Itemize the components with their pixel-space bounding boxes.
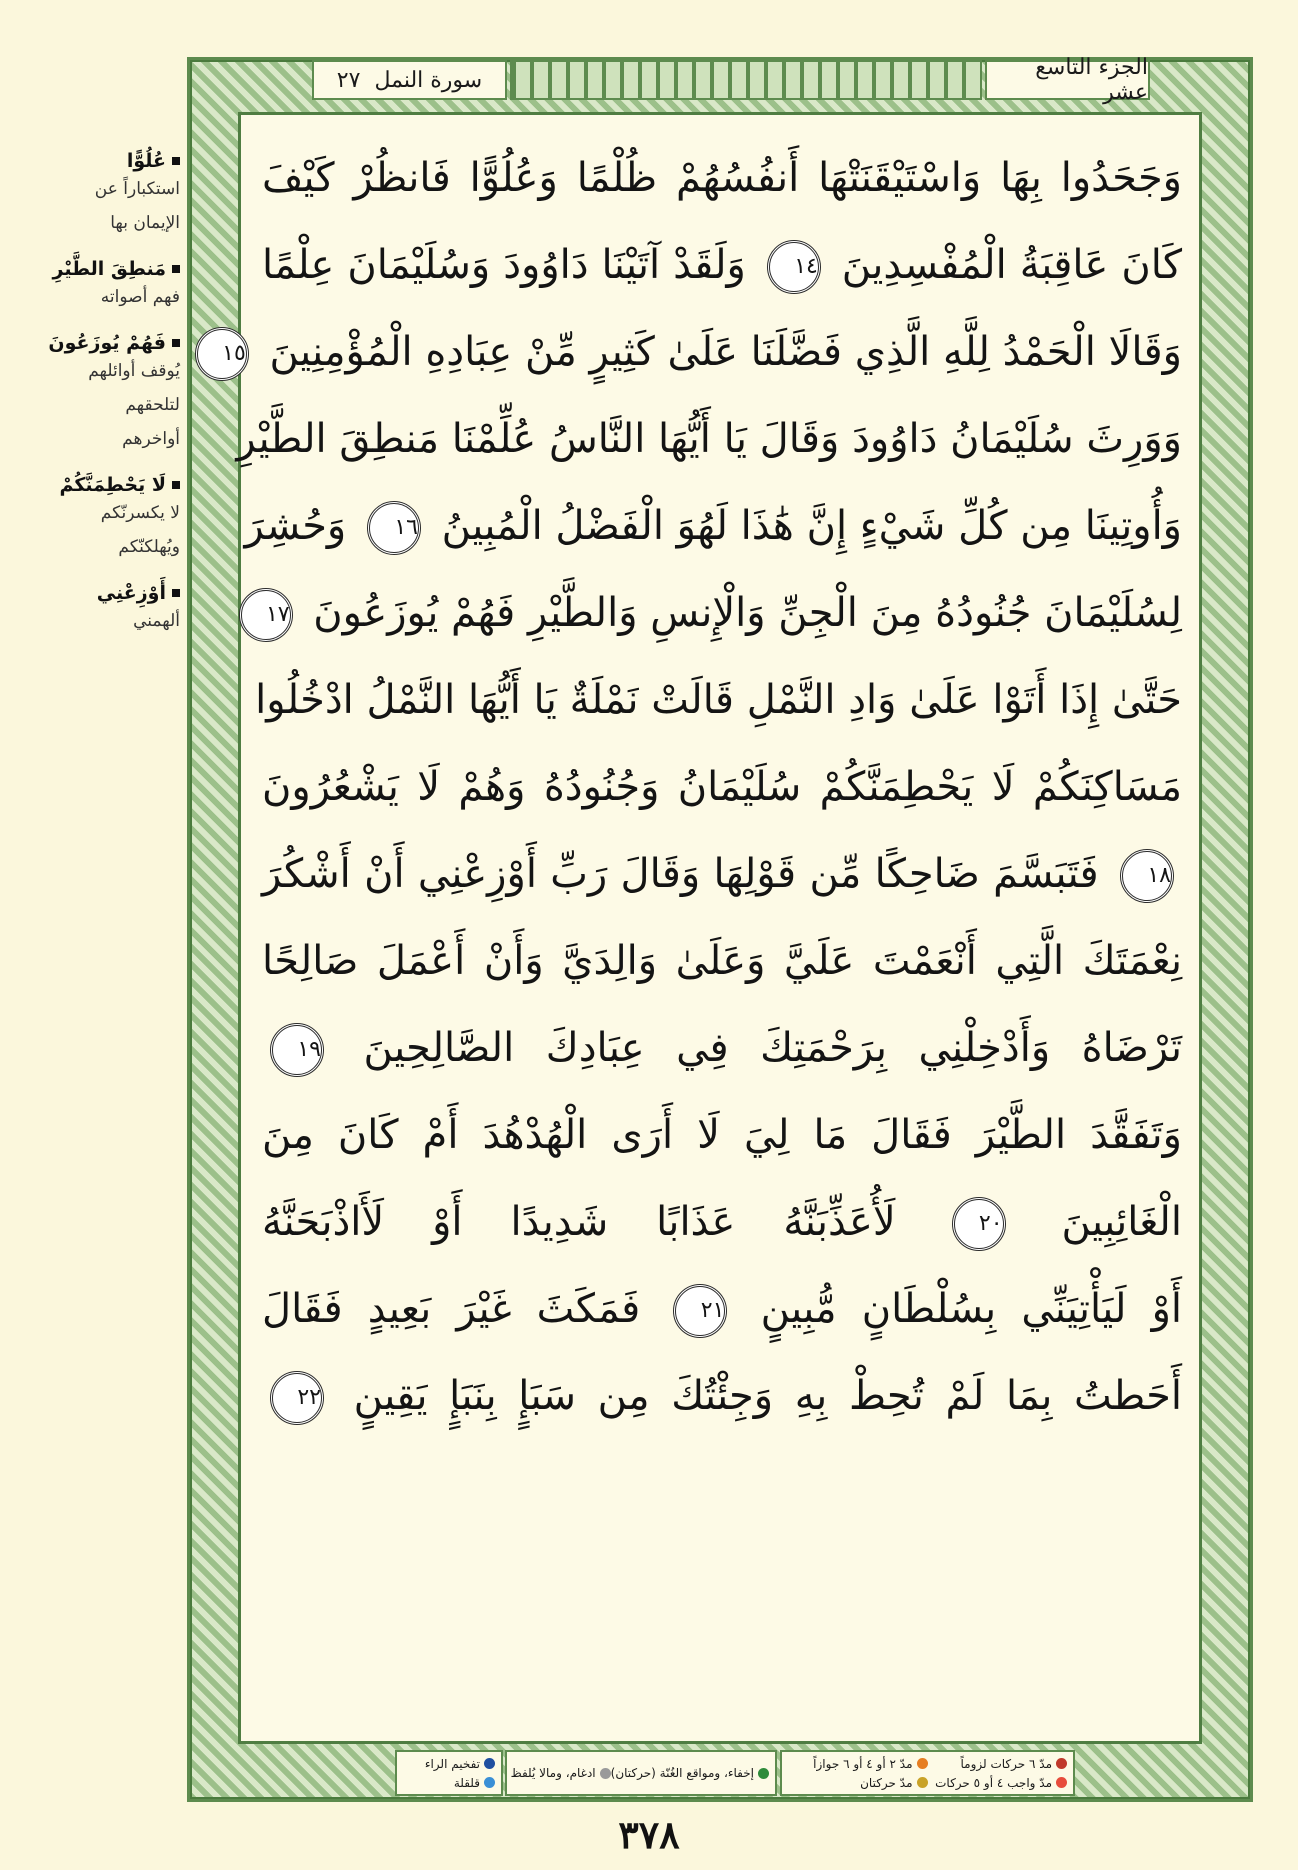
ayah-number-medallion: ١٨ — [1120, 849, 1174, 903]
verse-line — [262, 1005, 1182, 1092]
legend-label: مدّ حركتان — [860, 1775, 913, 1790]
legend-entry — [788, 1757, 928, 1771]
verse-line — [222, 309, 1182, 396]
verse-text: أَوْ لَيَأْتِيَنِّي بِسُلْطَانٍ مُّبِينٍ — [735, 1286, 1182, 1332]
color-dot-icon — [917, 1758, 928, 1769]
ayah-number-medallion: ١٥ — [195, 327, 249, 381]
glossary-item — [30, 150, 180, 240]
square-bullet-icon — [172, 265, 180, 273]
color-dot-icon — [484, 1777, 495, 1788]
square-bullet-icon — [172, 157, 180, 165]
glossary-item — [30, 582, 180, 638]
glossary-meaning: أواخرهم — [122, 429, 180, 449]
juz-name: الجزء التاسع عشر — [1035, 55, 1148, 105]
glossary-word — [30, 474, 180, 496]
verse-text: وَأُوتِينَا مِن كُلِّ شَيْءٍ إِنَّ هَٰذَا لَهُوَ الْفَضْلُ الْمُبِينُ — [428, 503, 1182, 549]
verse-text: تَرْضَاهُ وَأَدْخِلْنِي بِرَحْمَتِكَ فِي عِبَادِكَ الصَّالِحِينَ — [332, 1025, 1182, 1071]
verse-line — [262, 222, 1182, 309]
legend-label: قلقلة — [453, 1775, 480, 1790]
glossary-meaning: يُوقف أوائلهم — [88, 361, 180, 381]
color-dot-icon — [1056, 1758, 1067, 1769]
verse-text: لَأُعَذِّبَنَّهُ عَذَابًا شَدِيدًا أَوْ لَأَاذْبَحَنَّهُ — [262, 1199, 944, 1245]
juz-header — [985, 55, 1150, 105]
verse-text: نِعْمَتَكَ الَّتِي أَنْعَمْتَ عَلَيَّ وَعَلَىٰ وَالِدَيَّ وَأَنْ أَعْمَلَ صَالِحًا — [262, 938, 1182, 984]
verse-line — [255, 657, 1182, 744]
glossary-meaning: استكباراً عن — [94, 179, 180, 199]
ayah-number-medallion: ١٤ — [767, 240, 821, 294]
color-dot-icon — [600, 1768, 611, 1779]
glossary-word — [30, 332, 180, 354]
glossary-word-text: فَهُمْ يُوزَعُونَ — [48, 332, 166, 354]
verse-line — [262, 135, 1182, 222]
glossary-word — [30, 150, 180, 172]
glossary-item — [30, 474, 180, 564]
glossary-item — [30, 332, 180, 456]
ayah-number-medallion: ١٦ — [367, 501, 421, 555]
verse-line — [262, 918, 1182, 1005]
verse-line — [262, 570, 1182, 657]
color-dot-icon — [484, 1758, 495, 1769]
tajweed-legend-tafkheem — [395, 1750, 503, 1796]
tajweed-legend-madd — [780, 1750, 1075, 1796]
verse-text: وَلَقَدْ آتَيْنَا دَاوُودَ وَسُلَيْمَانَ عِلْمًا — [262, 242, 759, 288]
verse-text: لِسُلَيْمَانَ جُنُودُهُ مِنَ الْجِنِّ وَالْإِنسِ وَالطَّيْرِ فَهُمْ يُوزَعُونَ — [300, 590, 1182, 636]
page-number: ٣٧٨ — [618, 1812, 680, 1857]
ayah-number-medallion: ٢٢ — [270, 1371, 324, 1425]
verse-text: مَسَاكِنَكُمْ لَا يَحْطِمَنَّكُمْ سُلَيْمَانُ وَجُنُودُهُ وَهُمْ لَا يَشْعُرُونَ — [262, 764, 1182, 810]
glossary-word-text: مَنطِقَ الطَّيْرِ — [52, 258, 166, 280]
verse-line — [262, 1266, 1182, 1353]
glossary-meaning: الإيمان بها — [110, 213, 180, 233]
verse-line — [262, 744, 1182, 831]
glossary-word — [30, 582, 180, 604]
verse-line — [236, 396, 1182, 483]
tajweed-legend-ghunnah — [505, 1750, 777, 1796]
square-bullet-icon — [172, 339, 180, 347]
legend-entry — [611, 1766, 769, 1780]
color-dot-icon — [917, 1777, 928, 1788]
glossary-meaning: لتلحقهم — [125, 395, 180, 415]
legend-label: إخفاء، ومواقع الغُنّة (حركتان) — [610, 1766, 754, 1780]
header-ornament-band — [510, 60, 982, 100]
legend-label: ادغام، ومالا يُلفظ — [510, 1766, 596, 1780]
verse-line — [262, 1353, 1182, 1440]
glossary-meaning: ألهمني — [133, 611, 180, 631]
verse-text: أَحَطتُ بِمَا لَمْ تُحِطْ بِهِ وَجِئْتُكَ مِن سَبَإٍ بِنَبَإٍ يَقِينٍ — [332, 1373, 1182, 1419]
verse-line — [262, 831, 1182, 918]
verse-text: وَوَرِثَ سُلَيْمَانُ دَاوُودَ وَقَالَ يَا أَيُّهَا النَّاسُ عُلِّمْنَا مَنطِقَ الطَّيْرِ — [236, 416, 1182, 462]
legend-label: مدّ ٦ حركات لزوماً — [960, 1756, 1052, 1771]
glossary-sidebar — [30, 150, 180, 656]
verse-text: وَتَفَقَّدَ الطَّيْرَ فَقَالَ مَا لِيَ لَا أَرَى الْهُدْهُدَ أَمْ كَانَ مِنَ — [262, 1112, 1182, 1158]
verse-text-block — [222, 135, 1182, 1440]
verse-text: كَانَ عَاقِبَةُ الْمُفْسِدِينَ — [828, 242, 1182, 288]
verse-line — [262, 1179, 1182, 1266]
glossary-word — [30, 258, 180, 280]
verse-text: فَمَكَثَ غَيْرَ بَعِيدٍ فَقَالَ — [262, 1286, 666, 1332]
legend-label: مدّ واجب ٤ أو ٥ حركات — [935, 1775, 1052, 1790]
verse-text: فَتَبَسَّمَ ضَاحِكًا مِّن قَوْلِهَا وَقَالَ رَبِّ أَوْزِعْنِي أَنْ أَشْكُرَ — [262, 851, 1112, 897]
glossary-meaning: لا يكسرنّكم — [100, 503, 180, 523]
legend-entry — [928, 1776, 1068, 1790]
legend-entry — [511, 1766, 611, 1780]
surah-header — [312, 60, 507, 100]
legend-entry — [403, 1776, 495, 1790]
verse-text: الْغَائِبِينَ — [1013, 1199, 1182, 1245]
verse-line — [262, 1092, 1182, 1179]
legend-label: تفخيم الراء — [424, 1756, 480, 1771]
legend-entry — [788, 1776, 928, 1790]
verse-text: وَجَحَدُوا بِهَا وَاسْتَيْقَنَتْهَا أَنفُسُهُمْ ظُلْمًا وَعُلُوًّا فَانظُرْ كَيْفَ — [262, 155, 1182, 201]
verse-text: وَحُشِرَ — [244, 503, 359, 549]
glossary-item — [30, 258, 180, 314]
square-bullet-icon — [172, 481, 180, 489]
legend-label: مدّ ٢ أو ٤ أو ٦ جوازاً — [813, 1756, 913, 1771]
legend-entry — [928, 1757, 1068, 1771]
ayah-number-medallion: ١٩ — [270, 1023, 324, 1077]
verse-text: حَتَّىٰ إِذَا أَتَوْا عَلَىٰ وَادِ النَّمْلِ قَالَتْ نَمْلَةٌ يَا أَيُّهَا النَّمْلُ ادْخُلُوا — [255, 677, 1182, 723]
verse-text: وَقَالَا الْحَمْدُ لِلَّهِ الَّذِي فَضَّلَنَا عَلَىٰ كَثِيرٍ مِّنْ عِبَادِهِ الْمُؤْمِنِينَ — [256, 329, 1182, 375]
glossary-word-text: لَا يَحْطِمَنَّكُمْ — [59, 474, 166, 496]
ayah-number-medallion: ٢٠ — [952, 1197, 1006, 1251]
glossary-meaning: ويُهلكنّكم — [118, 537, 180, 557]
color-dot-icon — [758, 1768, 769, 1779]
color-dot-icon — [1056, 1777, 1067, 1788]
glossary-word-text: عُلُوًّا — [126, 150, 166, 172]
legend-entry — [403, 1757, 495, 1771]
verse-line — [244, 483, 1182, 570]
glossary-word-text: أَوْزِعْنِي — [96, 582, 166, 604]
ayah-number-medallion: ٢١ — [673, 1284, 727, 1338]
surah-number: ٢٧ — [336, 67, 361, 93]
square-bullet-icon — [172, 589, 180, 597]
surah-name: سورة النمل — [374, 67, 483, 93]
glossary-meaning: فهم أصواته — [100, 287, 180, 307]
ayah-number-medallion: ١٧ — [239, 588, 293, 642]
